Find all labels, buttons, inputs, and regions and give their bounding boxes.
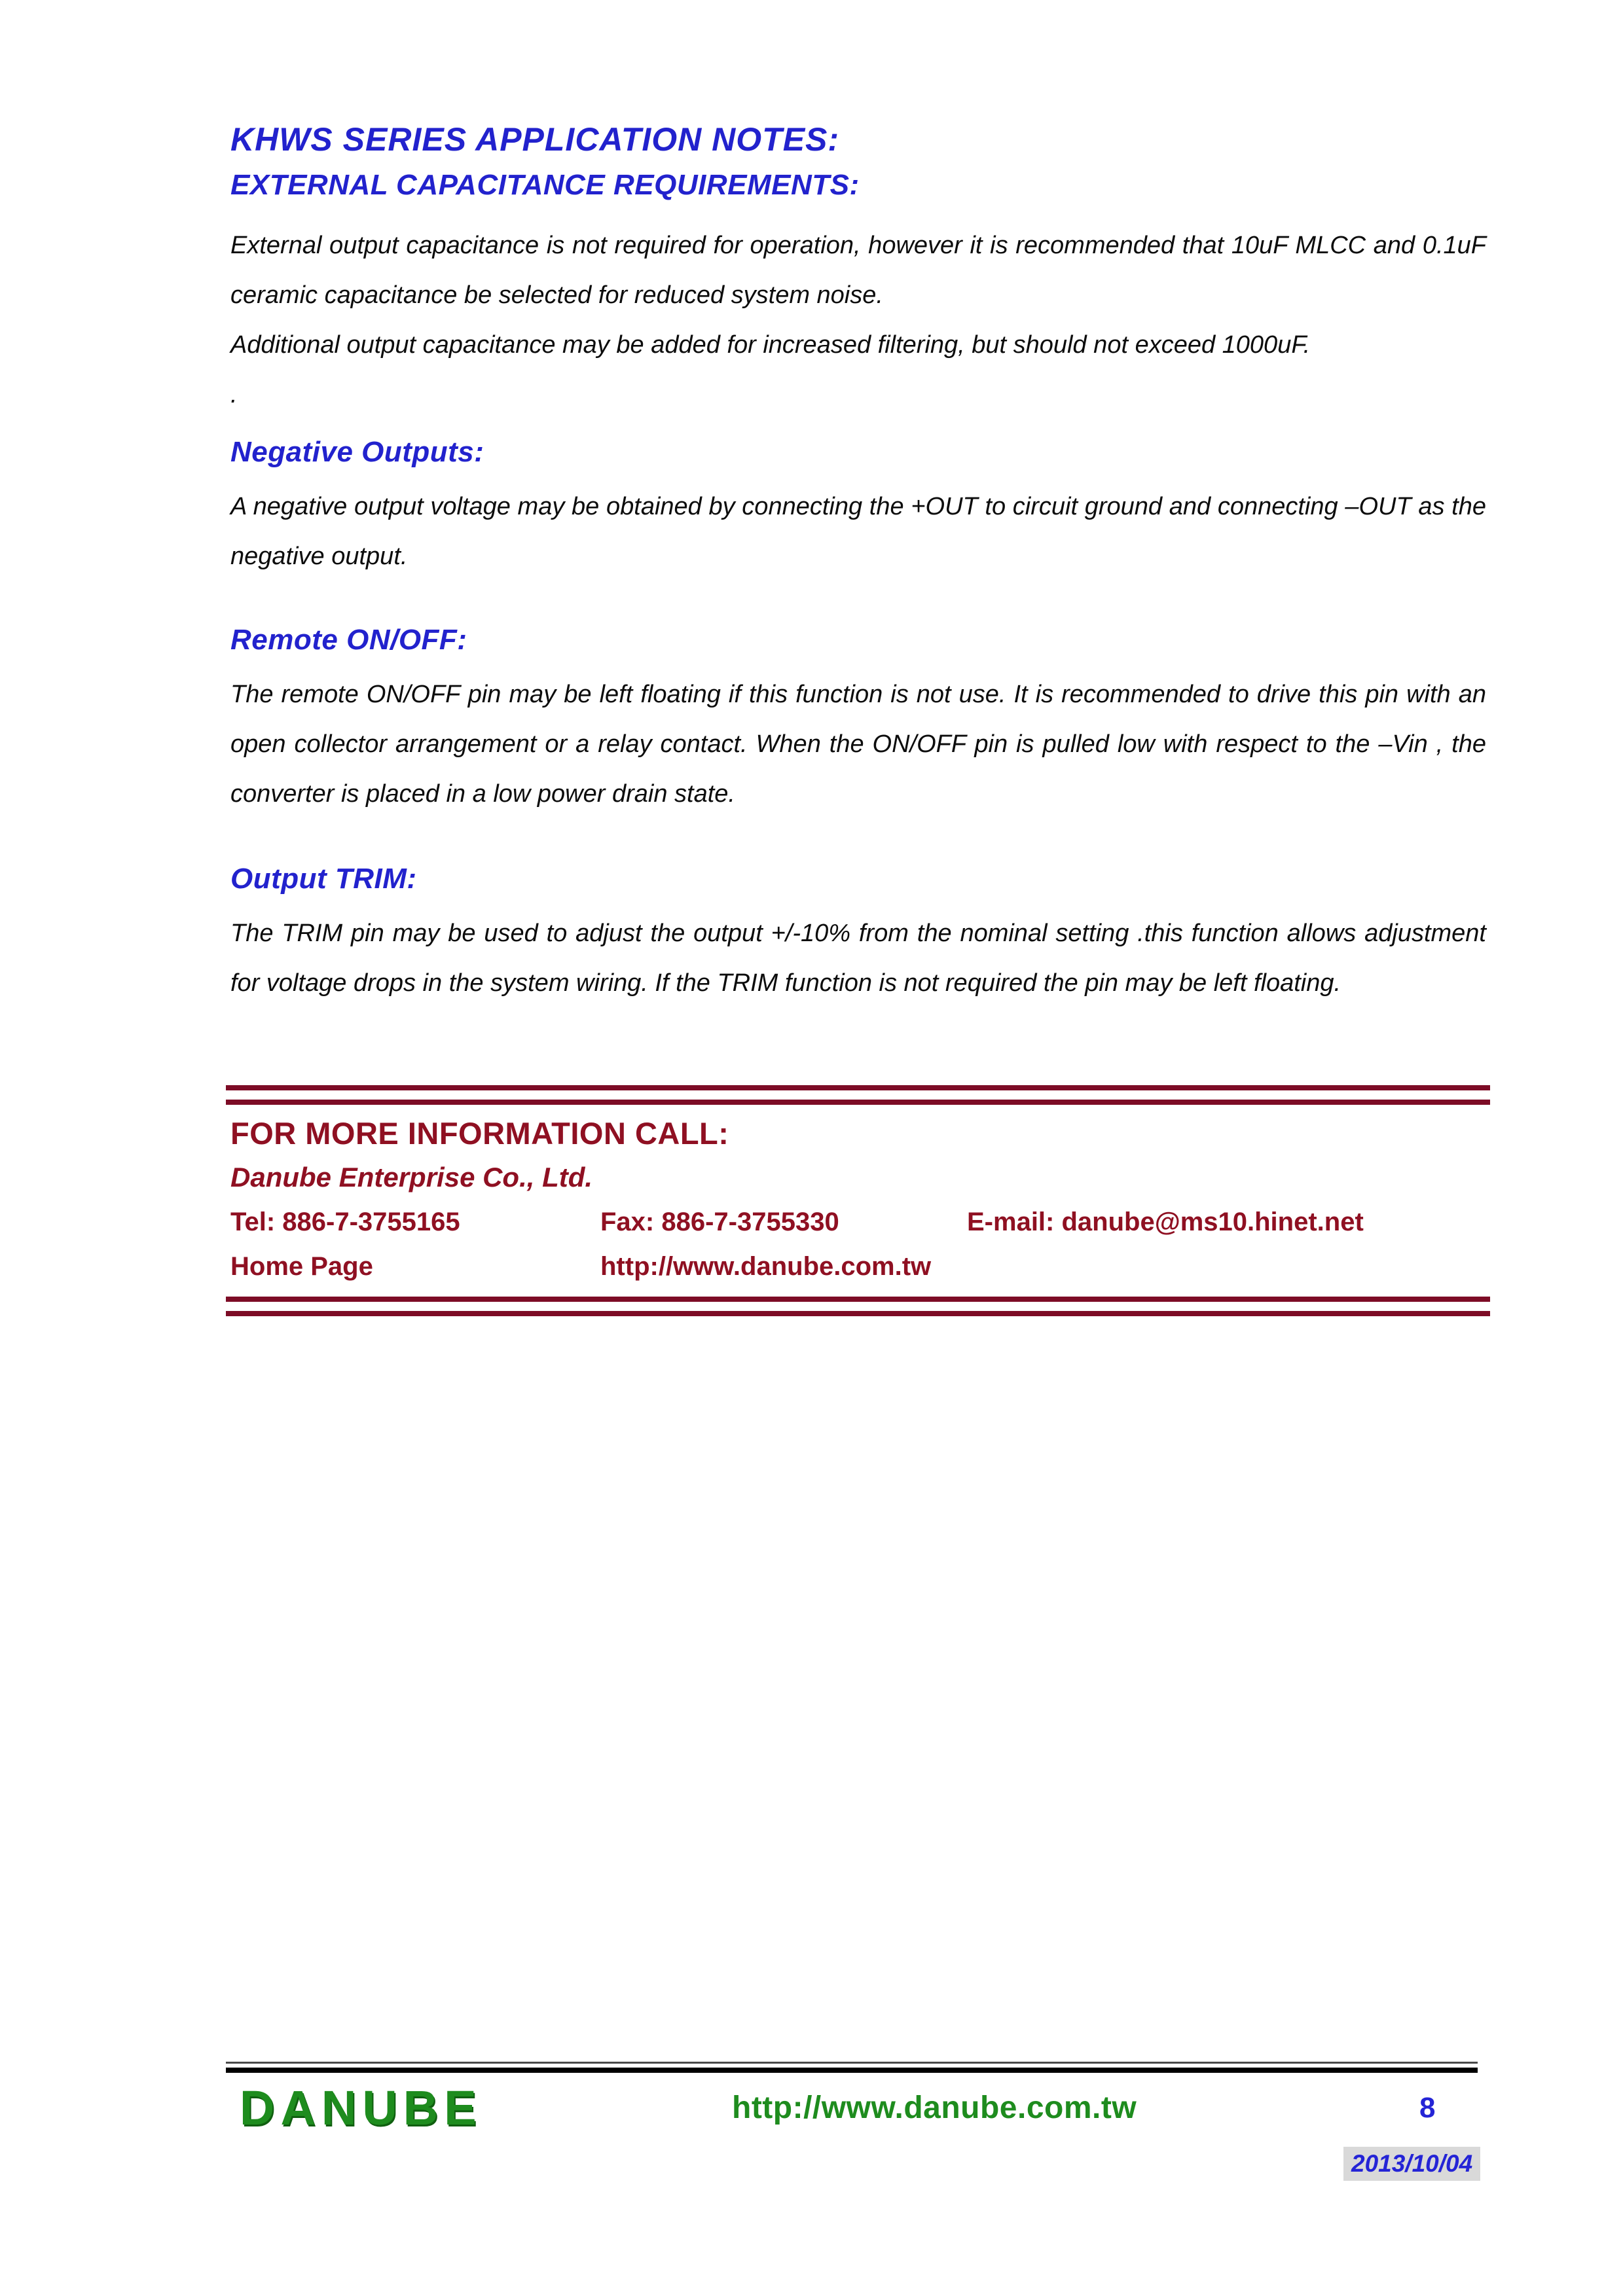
homepage-url: http://www.danube.com.tw (600, 1251, 932, 1281)
section-body-remote-on-off: The remote ON/OFF pin may be left floating if this function is not use. It is recommended to drive this pin with an open collector arrangement or a relay contact. When the ON/OFF pin is pulled low with respect to the –Vin , the converter is placed in a low power drain state. (230, 680, 1486, 808)
fax-number: Fax: 886-7-3755330 (600, 1207, 839, 1236)
footer-rule-thin (226, 2062, 1478, 2064)
contact-heading: FOR MORE INFORMATION CALL: (230, 1115, 729, 1151)
section-remote-on-off (230, 622, 1486, 819)
email-address: E-mail: danube@ms10.hinet.net (967, 1207, 1364, 1236)
contact-row-homepage (230, 1251, 1486, 1282)
section-heading-negative-outputs: Negative Outputs: (230, 435, 484, 468)
intro-paragraphs (230, 221, 1486, 420)
page-number: 8 (1419, 2092, 1436, 2124)
section-negative-outputs (230, 434, 1486, 581)
tel-number: Tel: 886-7-3755165 (230, 1207, 460, 1236)
section-heading-remote-on-off: Remote ON/OFF: (230, 623, 467, 656)
page-title: KHWS SERIES APPLICATION NOTES: (230, 121, 840, 158)
intro-paragraph-3: . (230, 380, 238, 408)
intro-paragraph-2: Additional output capacitance may be added for increased filtering, but should not exceed 1000uF. (230, 331, 1311, 359)
section-body-negative-outputs: A negative output voltage may be obtained by connecting the +OUT to circuit ground and connecting –OUT as the negative output. (230, 492, 1486, 570)
page-subtitle: EXTERNAL CAPACITANCE REQUIREMENTS: (230, 168, 860, 201)
contact-info-block (230, 1085, 1486, 1316)
company-name: Danube Enterprise Co., Ltd. (230, 1161, 593, 1193)
double-rule-bottom (226, 1297, 1490, 1316)
revision-date: 2013/10/04 (1343, 2147, 1480, 2181)
intro-paragraph-1: External output capacitance is not required for operation, however it is recommended that 10uF MLCC and 0.1uF ceramic capacitance be selected for reduced system noise. (230, 231, 1486, 309)
double-rule-top (226, 1085, 1490, 1105)
danube-logo: DANUBE (240, 2081, 483, 2135)
homepage-label: Home Page (230, 1251, 373, 1281)
section-output-trim (230, 861, 1486, 1008)
footer-website-url: http://www.danube.com.tw (732, 2090, 1137, 2125)
section-body-output-trim: The TRIM pin may be used to adjust the output +/-10% from the nominal setting .this function allows adjustment for voltage drops in the system wiring. If the TRIM function is not required the pin may be left floating. (230, 919, 1486, 997)
section-heading-output-trim: Output TRIM: (230, 862, 417, 895)
contact-row-phone (230, 1206, 1486, 1238)
footer-rule-thick (226, 2068, 1478, 2073)
